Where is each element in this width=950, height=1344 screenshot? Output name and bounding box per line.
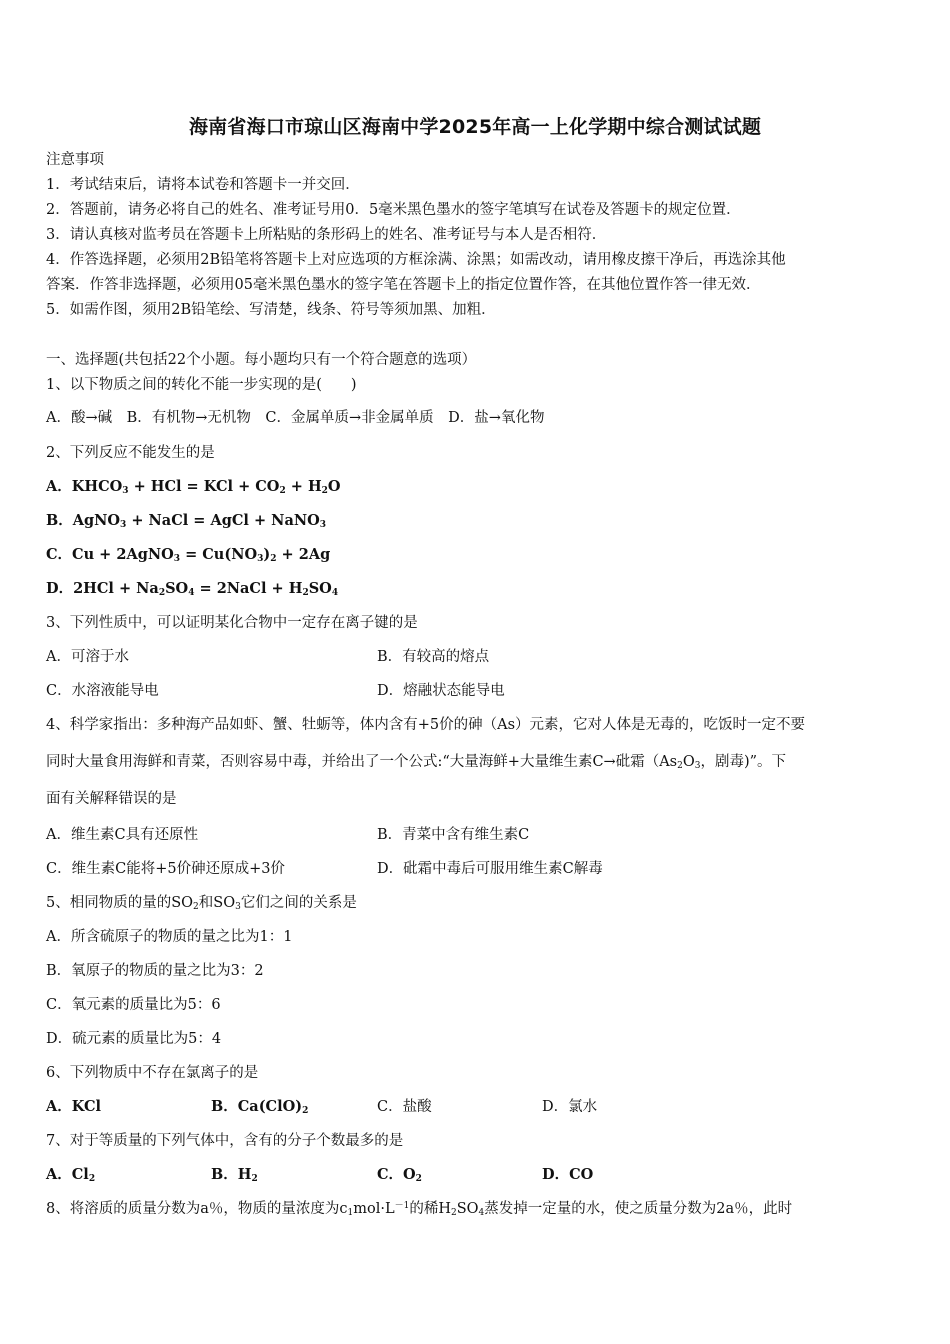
question-2-option-d: D．$2HCl + Na_2SO_4$ = 2NaCl + $H_2SO_4$	[46, 580, 339, 598]
question-6-option-c: C．盐酸	[377, 1099, 432, 1115]
question-6-stem: 6、下列物质中不存在氯离子的是	[46, 1065, 259, 1081]
question-8-stem: 8、将溶质的质量分数为a％，物质的量浓度为$c_1mol\cdot L^{-1}$的稀$H_2SO_4$蒸发掉一定量的水，使之质量分数为2a％，此时	[46, 1201, 793, 1218]
question-7-option-a: A．$Cl_2$	[46, 1166, 96, 1184]
question-5-option-c: C．氧元素的质量比为5：6	[46, 997, 221, 1013]
question-4-option-b: B．青菜中含有维生素C	[377, 827, 530, 843]
question-3-option-b: B．有较高的熔点	[377, 649, 490, 665]
question-6-option-d: D．氯水	[542, 1099, 598, 1115]
question-3-option-d: D．熔融状态能导电	[377, 683, 505, 699]
question-4-option-d: D．砒霜中毒后可服用维生素C解毒	[377, 861, 603, 877]
question-1-stem: 1、以下物质之间的转化不能一步实现的是( )	[46, 377, 357, 393]
question-4-stem-line: 同时大量食用海鲜和青菜，否则容易中毒，并给出了一个公式:“大量海鲜+大量维生素C→砒霜（$As_2O_3$，剧毒)”。下	[46, 754, 787, 771]
question-2-option-a: A．$KHCO_3$ + HCl = KCl + $CO_2 + H_2O$	[46, 478, 341, 496]
question-7-option-b: B．$H_2$	[211, 1166, 258, 1184]
question-5-option-b: B．氧原子的物质的量之比为3：2	[46, 963, 264, 979]
question-3-option-a: A．可溶于水	[46, 649, 129, 665]
notice-item: 1．考试结束后，请将本试卷和答题卡一并交回．	[46, 177, 360, 193]
question-7-option-d: D．CO	[542, 1166, 594, 1183]
notice-item: 5．如需作图，须用2B铅笔绘、写清楚，线条、符号等须加黑、加粗．	[46, 302, 496, 318]
page-title: 海南省海口市琼山区海南中学2025年高一上化学期中综合测试试题	[188, 116, 762, 138]
question-6-option-b: B．$Ca(ClO)_2$	[211, 1098, 309, 1116]
question-4-option-a: A．维生素C具有还原性	[46, 827, 199, 843]
notice-item: 4．作答选择题，必须用2B铅笔将答题卡上对应选项的方框涂满、涂黑；如需改动，请用橡皮擦干净后，再选涂其他	[46, 252, 786, 268]
question-7-option-c: C．$O_2$	[377, 1166, 422, 1184]
question-5-option-a: A．所含硫原子的物质的量之比为1：1	[46, 929, 293, 945]
notice-item: 3．请认真核对监考员在答题卡上所粘贴的条形码上的姓名、准考证号与本人是否相符．	[46, 227, 607, 243]
question-2-option-c: C．Cu + 2AgNO$_3$ = $Cu(NO_3)_2 + 2Ag$	[46, 546, 331, 564]
question-5-stem: 5、相同物质的量的$SO_2$和$SO_3$它们之间的关系是	[46, 895, 357, 912]
question-2-option-b: B．AgNO$_3$ + NaCl = AgCl + NaNO$_3$	[46, 512, 326, 530]
notice-item: 答案．作答非选择题，必须用05毫米黑色墨水的签字笔在答题卡上的指定位置作答，在其他位置作答一律无效．	[46, 277, 761, 293]
question-1-options: A．酸→碱 B．有机物→无机物 C．金属单质→非金属单质 D．盐→氧化物	[46, 410, 545, 426]
question-5-option-d: D．硫元素的质量比为5：4	[46, 1031, 222, 1047]
section-heading: 一、选择题(共包括22个小题。每小题均只有一个符合题意的选项）	[46, 352, 477, 368]
question-4-stem-line: 4、科学家指出：多种海产品如虾、蟹、牡蛎等，体内含有+5价的砷（As）元素，它对人体是无毒的，吃饭时一定不要	[46, 717, 806, 733]
question-3-stem: 3、下列性质中，可以证明某化合物中一定存在离子键的是	[46, 615, 418, 631]
notice-heading: 注意事项	[46, 152, 104, 168]
notice-item: 2．答题前，请务必将自己的姓名、准考证号用0．5毫米黑色墨水的签字笔填写在试卷及答题卡的规定位置．	[46, 202, 741, 218]
question-7-stem: 7、对于等质量的下列气体中，含有的分子个数最多的是	[46, 1133, 404, 1149]
question-4-option-c: C．维生素C能将+5价砷还原成+3价	[46, 861, 285, 877]
question-4-stem-line: 面有关解释错误的是	[46, 791, 177, 807]
question-6-option-a: A．KCl	[46, 1098, 102, 1115]
question-2-stem: 2、下列反应不能发生的是	[46, 445, 215, 461]
question-3-option-c: C．水溶液能导电	[46, 683, 159, 699]
